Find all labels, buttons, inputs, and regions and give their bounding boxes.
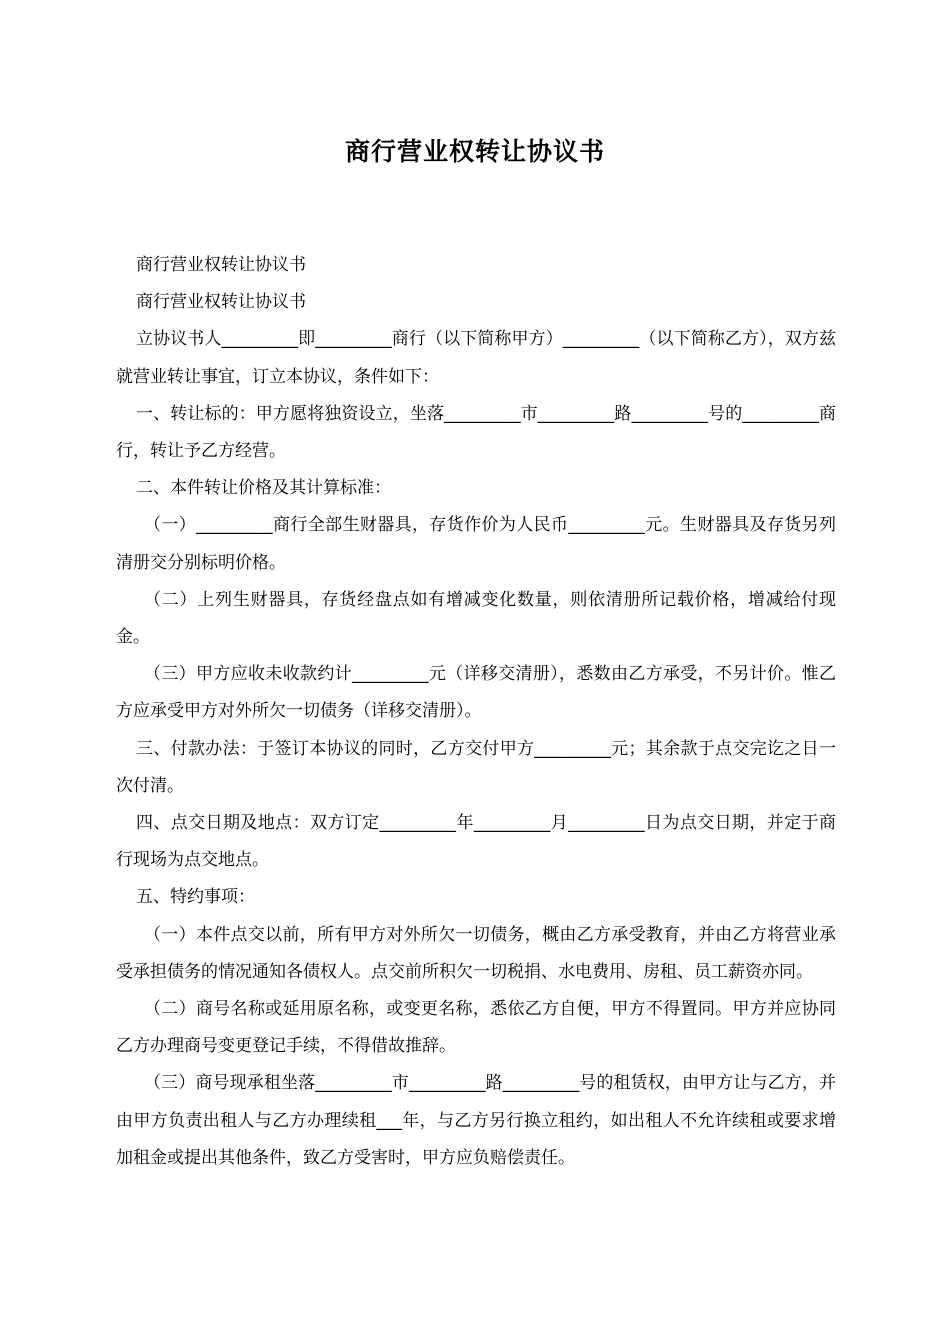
paragraph-article-2-item-1: （一）_________商行全部生财器具，存货作价为人民币_________元。生财器具及存货另列清册交分别标明价格。 [116,515,836,573]
document-body [116,247,836,1177]
paragraph-article-3: 三、付款办法：于签订本协议的同时，乙方交付甲方_________元；其余款于点交完讫之日一次付清。 [116,738,836,796]
paragraph-article-5-item-1: （一）本件点交以前，所有甲方对外所欠一切债务，概由乙方承受教育，并由乙方将营业承受承担债务的情况通知各债权人。点交前所积欠一切税捐、水电费用、房租、员工薪资亦同。 [116,924,836,982]
paragraph-heading-repeat: 商行营业权转让协议书 [136,292,306,313]
paragraph-article-5: 五、特约事项： [136,887,255,908]
paragraph-article-4: 四、点交日期及地点：双方订定_________年_________月_________日为点交日期，并定于商行现场为点交地点。 [116,813,836,871]
paragraph-article-2-item-3: （三）甲方应收未收款约计_________元（详移交清册），悉数由乙方承受，不另计价。惟乙方应承受甲方对外所欠一切债务（详移交清册）。 [116,664,836,722]
paragraph-article-2-item-2: （二）上列生财器具，存货经盘点如有增减变化数量，则依清册所记载价格，增减给付现金。 [116,589,836,648]
paragraph-article-1: 一、转让标的：甲方愿将独资设立，坐落_________市_________路_________号的_________商行，转让予乙方经营。 [116,403,836,462]
paragraph-parties: 立协议书人_________即_________商行（以下简称甲方）_________（以下简称乙方），双方兹就营业转让事宜，订立本协议，条件如下： [116,329,836,387]
paragraph-article-5-item-3: （三）商号现承租坐落_________市_________路_________号的租赁权，由甲方让与乙方，并由甲方负责出租人与乙方办理续租___年，与乙方另行换立租约，如出租人不允许续租或要求增加租金或提出其他条件，致乙方受害时，甲方应负赔偿责任。 [116,1073,836,1168]
paragraph-article-2: 二、本件转让价格及其计算标准： [136,478,391,499]
paragraph-heading-repeat: 商行营业权转让协议书 [136,255,306,275]
document-title: 商行营业权转让协议书 [344,137,605,166]
paragraph-article-5-item-2: （二）商号名称或延用原名称，或变更名称，悉依乙方自便，甲方不得置同。甲方并应协同乙方办理商号变更登记手续，不得借故推辞。 [116,999,836,1057]
